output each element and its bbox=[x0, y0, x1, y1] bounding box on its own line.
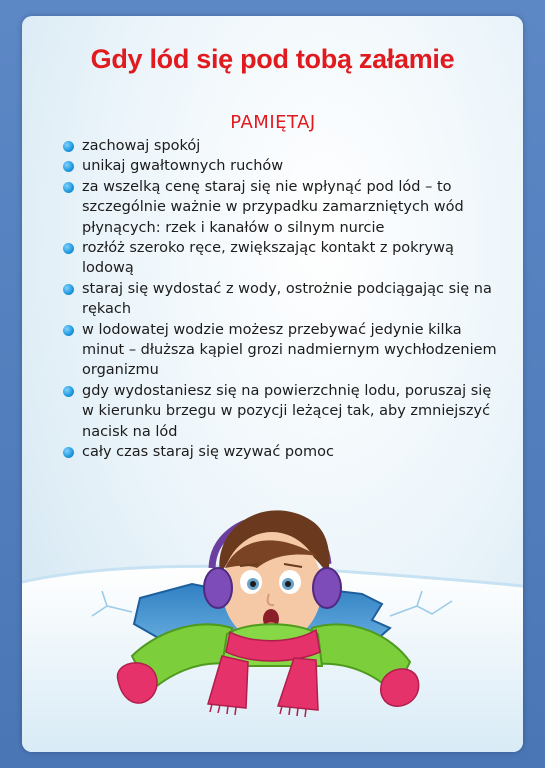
list-item-text: rozłóż szeroko ręce, zwiększając kontakt z pokrywą lodową bbox=[82, 240, 454, 277]
earmuff-right bbox=[313, 568, 341, 608]
child-in-ice-hole-illustration bbox=[22, 16, 523, 752]
list-item-text: staraj się wydostać z wody, ostrożnie podciągając się na rękach bbox=[82, 280, 492, 318]
list-item-text: w lodowatej wodzie możesz przebywać jedynie kilka minut – dłuższa kąpiel grozi nadmiernym wychłodzeniem organizmu bbox=[82, 321, 497, 379]
poster-card bbox=[22, 16, 523, 752]
list-item-text: zachowaj spokój bbox=[82, 138, 201, 154]
earmuff-left bbox=[204, 568, 232, 608]
list-item-text: gdy wydostaniesz się na powierzchnię lodu, poruszaj się w kierunku brzegu w pozycji leżącej tak, aby zmniejszyć nacisk na lód bbox=[82, 382, 492, 440]
list-item-text: unikaj gwałtownych ruchów bbox=[82, 158, 284, 175]
page-title: Gdy lód się pod tobą załamie bbox=[90, 44, 455, 74]
list-item-text: za wszelką cenę staraj się nie wpłynąć pod lód – to szczególnie ważnie w przypadku zamarzniętych wód płynących: rzek i kanałów o silnym nurcie bbox=[82, 178, 464, 236]
subtitle-remember: PAMIĘTAJ bbox=[230, 112, 316, 133]
list-item-text: cały czas staraj się wzywać pomoc bbox=[82, 444, 334, 461]
